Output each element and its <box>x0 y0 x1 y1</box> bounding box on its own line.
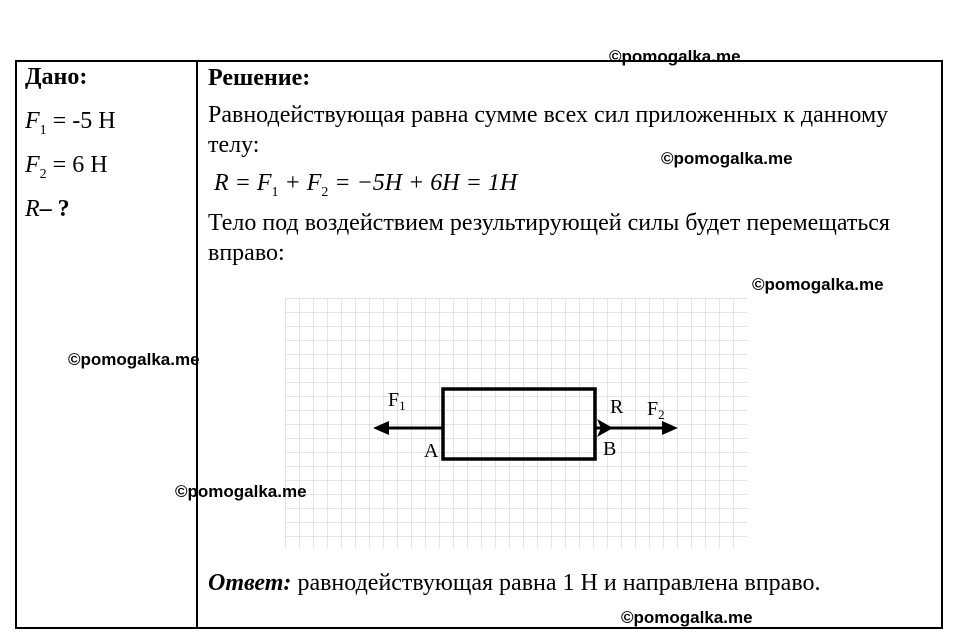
answer-label: Ответ: <box>208 570 292 596</box>
r-question: ? <box>57 196 70 222</box>
solution-heading: Решение: <box>208 65 311 91</box>
given-r <box>25 187 190 231</box>
f2-symbol: F <box>25 152 40 178</box>
solution-text-1: Равнодействующая равна сумме всех сил приложенных к данному телу: <box>208 102 889 158</box>
column-divider <box>196 60 198 629</box>
solution-text-2: Тело под воздействием результирующей силы будет перемещаться вправо: <box>208 210 890 266</box>
f1-label: $F_1$ <box>388 389 406 413</box>
watermark: ©pomogalka.me <box>609 47 741 66</box>
f1-subscript: 1 <box>39 122 47 138</box>
given-column <box>25 64 190 231</box>
given-heading: Дано: <box>25 64 88 90</box>
resultant-formula <box>214 170 517 201</box>
force-diagram <box>285 298 755 553</box>
formula-sub-2: 2 <box>321 184 329 200</box>
answer-text: равнодействующая равна 1 Н и направлена вправо. <box>297 570 821 596</box>
r-symbol: R <box>25 196 40 222</box>
watermark: ©pomogalka.me <box>752 275 884 294</box>
f2-label: $F_2$ <box>647 398 665 422</box>
answer-line <box>208 570 821 597</box>
watermark: ©pomogalka.me <box>621 608 753 627</box>
f1-value: = -5 Н <box>52 108 116 134</box>
point-b-label: B <box>603 438 617 460</box>
r-dash: – <box>39 196 52 222</box>
watermark: ©pomogalka.me <box>175 482 307 501</box>
r-label: R <box>610 396 624 418</box>
watermark: ©pomogalka.me <box>661 149 793 168</box>
f1-symbol: F <box>25 108 40 134</box>
given-f2 <box>25 143 190 187</box>
grid-background <box>285 298 747 548</box>
formula-rhs: = −5H + 6H = 1H <box>328 170 518 196</box>
f2-value: = 6 Н <box>52 152 108 178</box>
given-f1 <box>25 99 190 143</box>
formula-sub-1: 1 <box>271 184 279 200</box>
point-a-label: A <box>424 440 439 462</box>
formula-lhs: R = F <box>214 170 272 196</box>
f2-subscript: 2 <box>39 166 47 182</box>
formula-mid: + F <box>278 170 322 196</box>
watermark: ©pomogalka.me <box>68 350 200 369</box>
